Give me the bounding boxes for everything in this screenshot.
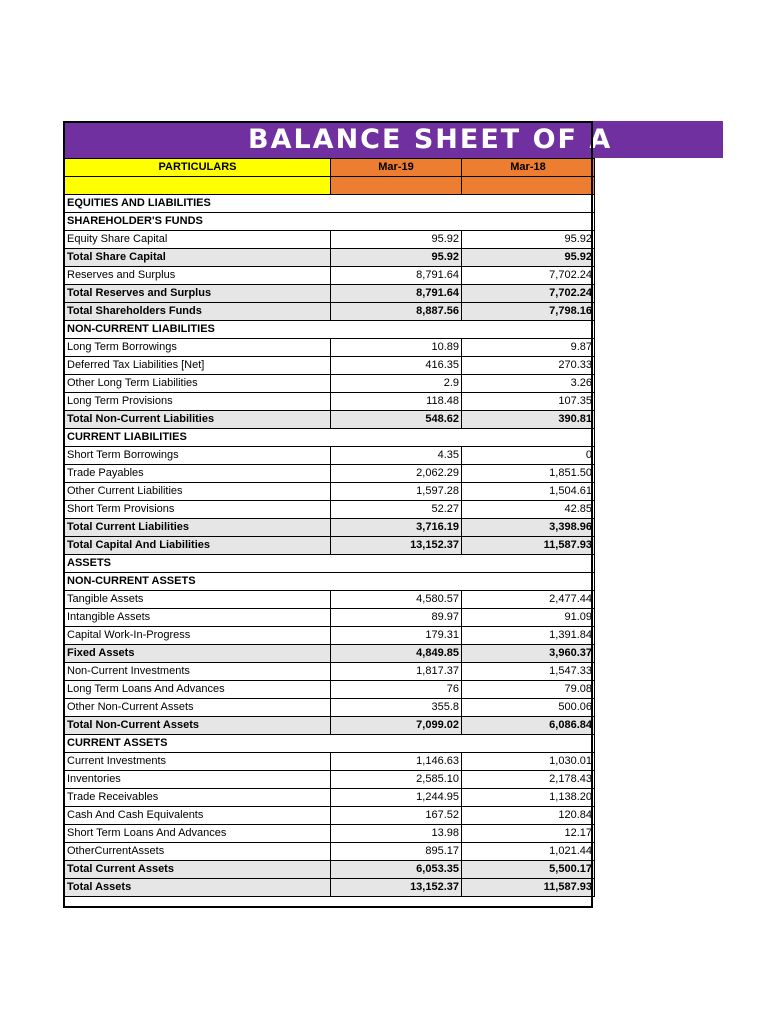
line-item-row (65, 591, 595, 609)
row-label[interactable]: Total Share Capital (65, 249, 331, 267)
value-mar-18[interactable]: 6,086.84 (462, 717, 595, 735)
value-mar-19[interactable]: 118.48 (331, 393, 462, 411)
line-item-row (65, 231, 595, 249)
value-mar-18[interactable]: 42.85 (462, 501, 595, 519)
value-mar-19[interactable]: 4.35 (331, 447, 462, 465)
value-mar-18[interactable]: 1,030.01 (462, 753, 595, 771)
empty-cell[interactable] (462, 195, 595, 213)
balance-sheet-table (64, 158, 595, 897)
line-item-row (65, 627, 595, 645)
header-row (65, 159, 595, 177)
total-row (65, 303, 595, 321)
empty-cell[interactable] (462, 429, 595, 447)
section-label[interactable]: NON-CURRENT ASSETS (65, 573, 462, 591)
value-mar-19[interactable]: 10.89 (331, 339, 462, 357)
row-label[interactable]: Total Current Liabilities (65, 519, 331, 537)
value-mar-18[interactable]: 95.92 (462, 249, 595, 267)
line-item-row (65, 825, 595, 843)
section-row (65, 429, 595, 447)
value-mar-18[interactable]: 1,547.33 (462, 663, 595, 681)
value-mar-19[interactable]: 76 (331, 681, 462, 699)
empty-cell[interactable] (462, 555, 595, 573)
line-item-row (65, 789, 595, 807)
value-mar-19[interactable]: 8,887.56 (331, 303, 462, 321)
value-mar-19[interactable]: 13.98 (331, 825, 462, 843)
section-label[interactable]: EQUITIES AND LIABILITIES (65, 195, 462, 213)
row-label[interactable]: Long Term Borrowings (65, 339, 331, 357)
row-label[interactable]: Total Current Assets (65, 861, 331, 879)
row-label[interactable]: Other Current Liabilities (65, 483, 331, 501)
line-item-row (65, 483, 595, 501)
line-item-row (65, 753, 595, 771)
section-label[interactable]: NON-CURRENT LIABILITIES (65, 321, 462, 339)
value-mar-18[interactable]: 120.84 (462, 807, 595, 825)
line-item-row (65, 681, 595, 699)
value-mar-18[interactable]: 12.17 (462, 825, 595, 843)
row-label[interactable]: Short Term Borrowings (65, 447, 331, 465)
section-label[interactable]: CURRENT LIABILITIES (65, 429, 462, 447)
row-label[interactable]: Reserves and Surplus (65, 267, 331, 285)
value-mar-19[interactable]: 167.52 (331, 807, 462, 825)
row-label[interactable]: Total Non-Current Liabilities (65, 411, 331, 429)
value-mar-18[interactable]: 7,702.24 (462, 267, 595, 285)
row-label[interactable]: Long Term Provisions (65, 393, 331, 411)
row-label[interactable]: Non-Current Investments (65, 663, 331, 681)
line-item-row (65, 609, 595, 627)
value-mar-19[interactable]: 95.92 (331, 249, 462, 267)
title-banner (63, 121, 723, 158)
value-mar-19[interactable]: 2.9 (331, 375, 462, 393)
section-label[interactable]: ASSETS (65, 555, 462, 573)
row-label[interactable]: Other Non-Current Assets (65, 699, 331, 717)
row-label[interactable]: Cash And Cash Equivalents (65, 807, 331, 825)
blank-cell[interactable] (65, 177, 331, 195)
value-mar-19[interactable]: 4,849.85 (331, 645, 462, 663)
row-label[interactable]: Short Term Provisions (65, 501, 331, 519)
value-mar-18[interactable]: 11,587.93 (462, 537, 595, 555)
total-row (65, 861, 595, 879)
value-mar-18[interactable]: 7,702.24 (462, 285, 595, 303)
line-item-row (65, 843, 595, 861)
line-item-row (65, 339, 595, 357)
blank-cell[interactable] (331, 177, 462, 195)
row-label[interactable]: Current Investments (65, 753, 331, 771)
line-item-row (65, 267, 595, 285)
row-label[interactable]: OtherCurrentAssets (65, 843, 331, 861)
empty-cell[interactable] (462, 213, 595, 231)
total-row (65, 879, 595, 897)
value-mar-18[interactable]: 390.81 (462, 411, 595, 429)
section-row (65, 735, 595, 753)
section-label[interactable]: CURRENT ASSETS (65, 735, 462, 753)
blank-row (65, 177, 595, 195)
value-mar-19[interactable]: 13,152.37 (331, 879, 462, 897)
total-row (65, 519, 595, 537)
line-item-row (65, 465, 595, 483)
value-mar-18[interactable]: 1,138.20 (462, 789, 595, 807)
total-row (65, 411, 595, 429)
value-mar-19[interactable]: 1,146.63 (331, 753, 462, 771)
value-mar-18[interactable]: 3,398.96 (462, 519, 595, 537)
value-mar-19[interactable]: 89.97 (331, 609, 462, 627)
empty-cell[interactable] (462, 573, 595, 591)
value-mar-19[interactable]: 1,817.37 (331, 663, 462, 681)
line-item-row (65, 807, 595, 825)
value-mar-18[interactable]: 500.06 (462, 699, 595, 717)
row-label[interactable]: Tangible Assets (65, 591, 331, 609)
value-mar-19[interactable]: 355.8 (331, 699, 462, 717)
line-item-row (65, 699, 595, 717)
empty-cell[interactable] (462, 735, 595, 753)
section-row (65, 321, 595, 339)
row-label[interactable]: Long Term Loans And Advances (65, 681, 331, 699)
value-mar-19[interactable]: 4,580.57 (331, 591, 462, 609)
value-mar-18[interactable]: 11,587.93 (462, 879, 595, 897)
value-mar-19[interactable]: 8,791.64 (331, 285, 462, 303)
row-label[interactable]: Total Shareholders Funds (65, 303, 331, 321)
value-mar-18[interactable]: 3,960.37 (462, 645, 595, 663)
line-item-row (65, 357, 595, 375)
total-row (65, 249, 595, 267)
value-mar-18[interactable]: 91.09 (462, 609, 595, 627)
row-label[interactable]: Short Term Loans And Advances (65, 825, 331, 843)
row-label[interactable]: Total Capital And Liabilities (65, 537, 331, 555)
value-mar-18[interactable]: 9.87 (462, 339, 595, 357)
row-label[interactable]: Total Assets (65, 879, 331, 897)
row-label[interactable]: Trade Receivables (65, 789, 331, 807)
value-mar-19[interactable]: 7,099.02 (331, 717, 462, 735)
empty-cell[interactable] (462, 321, 595, 339)
value-mar-19[interactable]: 895.17 (331, 843, 462, 861)
value-mar-18[interactable]: 270.33 (462, 357, 595, 375)
line-item-row (65, 501, 595, 519)
total-row (65, 285, 595, 303)
value-mar-19[interactable]: 8,791.64 (331, 267, 462, 285)
value-mar-19[interactable]: 52.27 (331, 501, 462, 519)
section-row (65, 213, 595, 231)
section-row (65, 573, 595, 591)
value-mar-19[interactable]: 179.31 (331, 627, 462, 645)
value-mar-19[interactable]: 548.62 (331, 411, 462, 429)
value-mar-18[interactable]: 1,851.50 (462, 465, 595, 483)
value-mar-18[interactable]: 79.08 (462, 681, 595, 699)
year-header-mar-19[interactable]: Mar-19 (331, 159, 462, 177)
row-label[interactable]: Equity Share Capital (65, 231, 331, 249)
section-row (65, 555, 595, 573)
value-mar-18[interactable]: 5,500.17 (462, 861, 595, 879)
value-mar-19[interactable]: 3,716.19 (331, 519, 462, 537)
value-mar-19[interactable]: 1,597.28 (331, 483, 462, 501)
value-mar-18[interactable]: 1,504.61 (462, 483, 595, 501)
row-label[interactable]: Fixed Assets (65, 645, 331, 663)
row-label[interactable]: Trade Payables (65, 465, 331, 483)
value-mar-18[interactable]: 0 (462, 447, 595, 465)
value-mar-18[interactable]: 107.35 (462, 393, 595, 411)
row-label[interactable]: Intangible Assets (65, 609, 331, 627)
value-mar-18[interactable]: 2,477.44 (462, 591, 595, 609)
value-mar-18[interactable]: 3.26 (462, 375, 595, 393)
total-row (65, 645, 595, 663)
line-item-row (65, 375, 595, 393)
total-row (65, 717, 595, 735)
row-label[interactable]: Capital Work-In-Progress (65, 627, 331, 645)
line-item-row (65, 771, 595, 789)
particulars-header[interactable]: PARTICULARS (65, 159, 331, 177)
value-mar-19[interactable]: 2,062.29 (331, 465, 462, 483)
value-mar-18[interactable]: 95.92 (462, 231, 595, 249)
row-label[interactable]: Total Non-Current Assets (65, 717, 331, 735)
blank-cell[interactable] (462, 177, 595, 195)
line-item-row (65, 447, 595, 465)
line-item-row (65, 663, 595, 681)
value-mar-19[interactable]: 1,244.95 (331, 789, 462, 807)
year-header-mar-18[interactable]: Mar-18 (462, 159, 595, 177)
line-item-row (65, 393, 595, 411)
value-mar-18[interactable]: 7,798.16 (462, 303, 595, 321)
value-mar-18[interactable]: 1,021.44 (462, 843, 595, 861)
value-mar-18[interactable]: 2,178.43 (462, 771, 595, 789)
row-label[interactable]: Inventories (65, 771, 331, 789)
value-mar-19[interactable]: 416.35 (331, 357, 462, 375)
total-row (65, 537, 595, 555)
value-mar-19[interactable]: 95.92 (331, 231, 462, 249)
value-mar-19[interactable]: 2,585.10 (331, 771, 462, 789)
value-mar-19[interactable]: 6,053.35 (331, 861, 462, 879)
sheet-title: BALANCE SHEET OF A (248, 124, 613, 155)
value-mar-19[interactable]: 13,152.37 (331, 537, 462, 555)
row-label[interactable]: Total Reserves and Surplus (65, 285, 331, 303)
row-label[interactable]: Deferred Tax Liabilities [Net] (65, 357, 331, 375)
section-label[interactable]: SHAREHOLDER'S FUNDS (65, 213, 462, 231)
value-mar-18[interactable]: 1,391.84 (462, 627, 595, 645)
row-label[interactable]: Other Long Term Liabilities (65, 375, 331, 393)
section-row (65, 195, 595, 213)
